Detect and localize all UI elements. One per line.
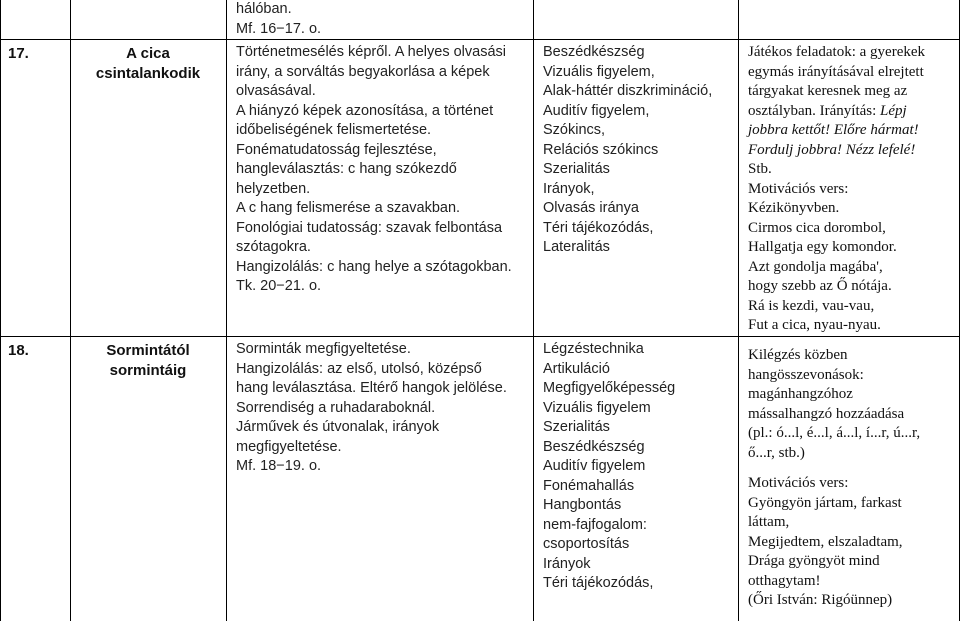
text-line: időbeliségének felismertetése. (236, 122, 432, 138)
text-line: Sorrendiség a ruhadaraboknál. (236, 399, 436, 416)
text-line: Fordulj jobbra! Nézz lefelé! (748, 141, 916, 158)
text-line: Cirmos cica dorombol, (748, 219, 886, 236)
lesson-title-line: Sormintától (106, 342, 190, 359)
text-line: jobbra kettőt! Előre hármat! (748, 122, 919, 138)
table-border-left (0, 0, 1, 621)
text-line: ő...r, stb.) (748, 444, 805, 461)
text-line: mássalhangzó hozzáadása (748, 405, 905, 422)
text-line: Fonémahallás (543, 477, 635, 494)
text-line: tárgyakat keresnek meg az (748, 83, 908, 99)
activities-cell (236, 340, 507, 477)
lesson-title-line: sormintáig (109, 361, 187, 379)
text-line: olvasásával. (236, 83, 316, 99)
text-line: hogy szebb az Ő nótája. (748, 278, 892, 294)
text-line: Megijedtem, elszaladtam, (748, 533, 903, 550)
text-line: Drága gyöngyöt mind (748, 553, 880, 569)
text-line: (pl.: ó...l, é...l, á...l, í...r, ú...r, (748, 425, 921, 441)
text-line: egymás irányításával elrejtett (748, 63, 924, 80)
row-divider (0, 336, 960, 337)
column-divider (738, 0, 739, 621)
text-line: Alak-háttér diszkrimináció, (543, 83, 713, 99)
text-line: nem-fajfogalom: (543, 516, 647, 533)
text-line: szótagokra. (236, 239, 311, 255)
text-line: Szerialitás (543, 161, 610, 177)
text-line: Auditív figyelem, (543, 102, 650, 119)
text-line: Relációs szókincs (543, 141, 659, 158)
text-line: Téri tájékozódás, (543, 575, 654, 591)
row-number: 18. (8, 342, 29, 359)
text-line: Kézikönyvben. (748, 200, 840, 216)
text-line: Motivációs vers: (748, 475, 849, 491)
text-line: Motivációs vers: (748, 180, 849, 197)
text-line: irány, a sorváltás begyakorlása a képek (236, 63, 490, 80)
text-line: Lateralitás (543, 239, 610, 255)
text-fragment: osztályban. Irányítás: (748, 102, 881, 119)
text-line: Sorminták megfigyeltetése. (236, 341, 411, 357)
text-line: Légzéstechnika (543, 341, 644, 357)
text-line: otthagytam! (748, 572, 821, 589)
lesson-title (70, 44, 226, 83)
text-line: Irányok, (543, 180, 595, 197)
text-line: Mf. 16−17. o. (236, 20, 322, 37)
text-line: Tk. 20−21. o. (236, 278, 322, 294)
text-line: Kilégzés közben (748, 347, 848, 363)
text-line: Hallgatja egy komondor. (748, 239, 897, 255)
text-line: Fonématudatosság fejlesztése, (236, 141, 437, 158)
text-line: (Őri István: Rigóünnep) (748, 592, 893, 608)
skills-cell (543, 43, 712, 258)
text-line (748, 102, 925, 122)
activities-cell (236, 43, 512, 297)
text-line: Beszédkészség (543, 438, 645, 455)
text-line: Rá is kezdi, vau-vau, (748, 297, 875, 314)
skills-cell (543, 340, 675, 594)
lesson-title (70, 341, 226, 380)
text-line: Azt gondolja magába', (748, 258, 883, 275)
text-line: Hangizolálás: az első, utolsó, középső (236, 360, 482, 377)
row-divider (0, 39, 960, 40)
column-divider (70, 0, 71, 621)
text-line: hálóban. (236, 1, 292, 17)
text-line: magánhangzóhoz (748, 386, 853, 402)
text-line: Auditív figyelem (543, 458, 646, 474)
text-line: A c hang felismerése a szavakban. (236, 200, 461, 216)
text-line: Hangizolálás: c hang helye a szótagokban. (236, 258, 512, 275)
text-line: csoportosítás (543, 536, 630, 552)
text-line: Történetmesélés képről. A helyes olvasási (236, 44, 506, 60)
notes-cell (748, 43, 925, 336)
text-line: helyzetben. (236, 180, 311, 197)
column-divider (226, 0, 227, 621)
column-divider (533, 0, 534, 621)
text-line: hangösszevonások: (748, 366, 864, 383)
text-line: Téri tájékozódás, (543, 219, 654, 236)
previous-row-continuation (236, 0, 321, 39)
text-line: Beszédkészség (543, 44, 645, 60)
text-line: A hiányzó képek azonosítása, a történet (236, 102, 494, 119)
text-line: Vizuális figyelem, (543, 63, 655, 80)
text-line: Gyöngyön jártam, farkast (748, 494, 902, 511)
lesson-title-line: A cica (126, 45, 170, 62)
text-line: Szerialitás (543, 419, 610, 435)
text-line: megfigyeltetése. (236, 438, 342, 455)
text-line: Vizuális figyelem (543, 399, 651, 416)
text-line: Stb. (748, 161, 772, 177)
text-line: Szókincs, (543, 122, 606, 138)
text-line: Olvasás iránya (543, 200, 639, 216)
lesson-title-line: csintalankodik (95, 64, 201, 82)
text-line: Artikuláció (543, 360, 610, 377)
text-line: Fut a cica, nyau-nyau. (748, 317, 881, 333)
text-line: Hangbontás (543, 497, 622, 513)
row-number: 17. (8, 45, 29, 62)
text-line: láttam, (748, 514, 790, 530)
text-line: Járművek és útvonalak, irányok (236, 419, 440, 435)
text-line: hangleválasztás: c hang szókezdő (236, 161, 457, 177)
text-line: Fonológiai tudatosság: szavak felbontása (236, 219, 503, 236)
notes-cell (748, 346, 920, 611)
spacer (748, 463, 920, 474)
text-line: Megfigyelőképesség (543, 380, 676, 396)
text-line: hang leválasztása. Eltérő hangok jelölése. (236, 380, 507, 396)
italic-fragment: Lépj (880, 102, 907, 119)
text-line: Játékos feladatok: a gyerekek (748, 44, 926, 60)
text-line: Irányok (543, 555, 591, 572)
text-line: Mf. 18−19. o. (236, 458, 322, 474)
